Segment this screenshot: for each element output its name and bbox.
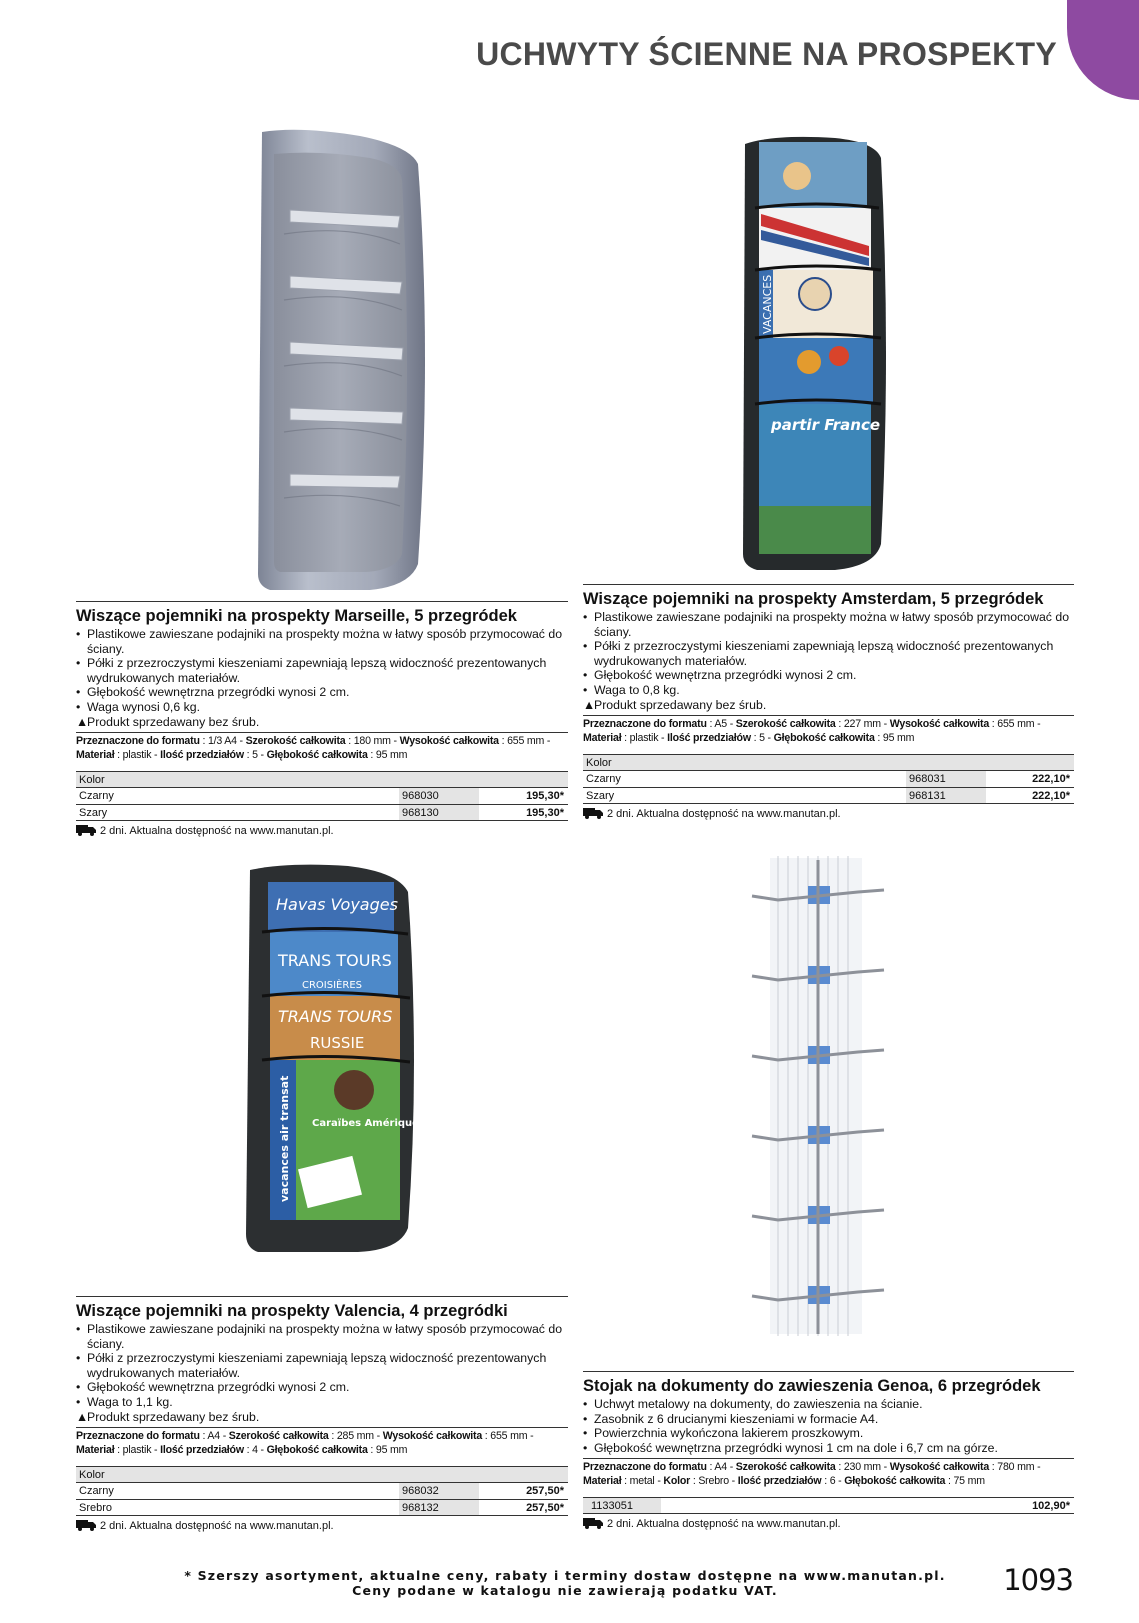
feature-list bbox=[583, 610, 1074, 712]
table-header: Kolor bbox=[583, 754, 1074, 770]
amsterdam-brochure-text-2: VACANCES bbox=[761, 274, 774, 334]
valencia-brochure-text-6: Caraïbes Amérique Latine bbox=[312, 1118, 458, 1129]
valencia-brochure-text-5: RUSSIE bbox=[310, 1034, 365, 1052]
page-number: 1093 bbox=[1003, 1563, 1073, 1597]
valencia-brochure-text-3: CROISIÈRES bbox=[302, 980, 362, 991]
variant-table bbox=[583, 754, 1074, 804]
product-note: ▲Produkt sprzedawany bez śrub. bbox=[76, 714, 260, 729]
product-genoa bbox=[583, 1371, 1074, 1532]
feature-item: • Głębokość wewnętrzna przegródki wynosi 2 cm. bbox=[76, 685, 350, 700]
product-marseille bbox=[76, 601, 568, 839]
valencia-brochure-text-1: Havas Voyages bbox=[276, 895, 398, 914]
spec-block: Przeznaczone do formatu : A4 - Szerokość całkowita : 285 mm - Wysokość całkowita : 655 mm - Materiał : plastik - Ilość przedziałów : 4 - Głębokość całkowita : 95 mm bbox=[76, 1427, 568, 1457]
product-title: Wiszące pojemniki na prospekty Marseille, 5 przegródek bbox=[76, 607, 517, 625]
table-row[interactable]: Szary 968131 222,10* bbox=[583, 787, 1074, 804]
truck-icon bbox=[76, 1520, 96, 1531]
table-row[interactable]: Czarny 968030 195,30* bbox=[76, 787, 568, 804]
feature-list bbox=[583, 1397, 1074, 1455]
feature-item: • Waga to 1,1 kg. bbox=[76, 1394, 173, 1409]
amsterdam-product-photo bbox=[735, 134, 891, 574]
feature-item: • Zasobnik z 6 drucianymi kieszeniami w formacie A4. bbox=[583, 1411, 879, 1426]
feature-item: • Plastikowe zawieszane podajniki na prospekty można w łatwy sposób przymocować do ściany. bbox=[76, 627, 563, 656]
feature-item: • Powierzchnia wykończona lakierem proszkowym. bbox=[583, 1426, 864, 1441]
valencia-brochure-text-4: TRANS TOURS bbox=[278, 1007, 393, 1026]
product-valencia bbox=[76, 1296, 568, 1534]
feature-item: • Półki z przezroczystymi kieszeniami zapewniają lepszą widoczność prezentowanych wydrukowanych materiałów. bbox=[76, 1351, 547, 1380]
product-note: ▲Produkt sprzedawany bez śrub. bbox=[76, 1409, 260, 1424]
feature-item: • Głębokość wewnętrzna przegródki wynosi 2 cm. bbox=[76, 1380, 350, 1395]
product-title: Wiszące pojemniki na prospekty Amsterdam, 5 przegródek bbox=[583, 590, 1044, 608]
feature-item: • Półki z przezroczystymi kieszeniami zapewniają lepszą widoczność prezentowanych wydrukowanych materiałów. bbox=[76, 656, 547, 685]
feature-item: • Plastikowe zawieszane podajniki na prospekty można w łatwy sposób przymocować do ściany. bbox=[76, 1322, 563, 1351]
section-title: UCHWYTY ŚCIENNE NA PROSPEKTY bbox=[476, 36, 1057, 72]
truck-icon bbox=[583, 1518, 603, 1529]
variant-table bbox=[76, 771, 568, 821]
truck-icon bbox=[583, 808, 603, 819]
footer-line-2: Ceny podane w katalogu nie zawierają podatku VAT. bbox=[352, 1583, 778, 1598]
variant-table bbox=[583, 1497, 1074, 1514]
feature-list bbox=[76, 627, 568, 729]
feature-list bbox=[76, 1322, 568, 1424]
table-row[interactable]: 1133051 102,90* bbox=[583, 1497, 1074, 1514]
feature-item: • Waga wynosi 0,6 kg. bbox=[76, 699, 201, 714]
valencia-product-photo bbox=[238, 862, 458, 1254]
product-title: Stojak na dokumenty do zawieszenia Genoa, 6 przegródek bbox=[583, 1377, 1041, 1395]
table-header: Kolor bbox=[76, 771, 568, 787]
table-row[interactable]: Czarny 968032 257,50* bbox=[76, 1482, 568, 1499]
amsterdam-brochure-text: partir France bbox=[771, 416, 881, 434]
footer-note bbox=[170, 1568, 960, 1598]
valencia-brochure-text-2: TRANS TOURS bbox=[278, 951, 392, 970]
delivery-info: 2 dni. Aktualna dostępność na www.manutan.pl. bbox=[583, 805, 1074, 822]
feature-item: • Głębokość wewnętrzna przegródki wynosi 1 cm na dole i 6,7 cm na górze. bbox=[583, 1440, 998, 1455]
delivery-info: 2 dni. Aktualna dostępność na www.manutan.pl. bbox=[76, 822, 568, 839]
spec-block: Przeznaczone do formatu : A5 - Szerokość całkowita : 227 mm - Wysokość całkowita : 655 mm - Materiał : plastik - Ilość przedziałów : 5 - Głębokość całkowita : 95 mm bbox=[583, 715, 1074, 745]
product-note: ▲Produkt sprzedawany bez śrub. bbox=[583, 697, 767, 712]
table-row[interactable]: Srebro 968132 257,50* bbox=[76, 1499, 568, 1516]
table-header: Kolor bbox=[76, 1466, 568, 1482]
variant-table bbox=[76, 1466, 568, 1516]
marseille-product-photo bbox=[240, 124, 440, 596]
feature-item: • Waga to 0,8 kg. bbox=[583, 682, 680, 697]
delivery-info: 2 dni. Aktualna dostępność na www.manutan.pl. bbox=[583, 1515, 1074, 1532]
table-row[interactable]: Szary 968130 195,30* bbox=[76, 804, 568, 821]
feature-item: • Głębokość wewnętrzna przegródki wynosi 2 cm. bbox=[583, 668, 857, 683]
delivery-info: 2 dni. Aktualna dostępność na www.manutan.pl. bbox=[76, 1517, 568, 1534]
product-amsterdam bbox=[583, 584, 1074, 822]
feature-item: • Uchwyt metalowy na dokumenty, do zawieszenia na ścianie. bbox=[583, 1397, 923, 1411]
product-title: Wiszące pojemniki na prospekty Valencia, 4 przegródki bbox=[76, 1302, 508, 1320]
genoa-product-photo bbox=[748, 856, 888, 1336]
feature-item: • Plastikowe zawieszane podajniki na prospekty można w łatwy sposób przymocować do ściany. bbox=[583, 610, 1070, 639]
table-row[interactable]: Czarny 968031 222,10* bbox=[583, 770, 1074, 787]
footer-line-1: * Szerszy asortyment, aktualne ceny, rabaty i terminy dostaw dostępne na www.manutan.pl. bbox=[184, 1568, 946, 1583]
spec-block: Przeznaczone do formatu : 1/3 A4 - Szerokość całkowita : 180 mm - Wysokość całkowita : 655 mm - Materiał : plastik - Ilość przedziałów : 5 - Głębokość całkowita : 95 mm bbox=[76, 732, 568, 762]
truck-icon bbox=[76, 825, 96, 836]
valencia-brochure-text-7: vacances air transat bbox=[278, 1075, 291, 1202]
spec-block: Przeznaczone do formatu : A4 - Szerokość całkowita : 230 mm - Wysokość całkowita : 780 mm - Materiał : metal - Kolor : Srebro - Ilość przedziałów : 6 - Głębokość całkowita : 75 mm bbox=[583, 1458, 1074, 1488]
feature-item: • Półki z przezroczystymi kieszeniami zapewniają lepszą widoczność prezentowanych wydrukowanych materiałów. bbox=[583, 639, 1054, 668]
section-color-tab bbox=[1067, 0, 1139, 100]
